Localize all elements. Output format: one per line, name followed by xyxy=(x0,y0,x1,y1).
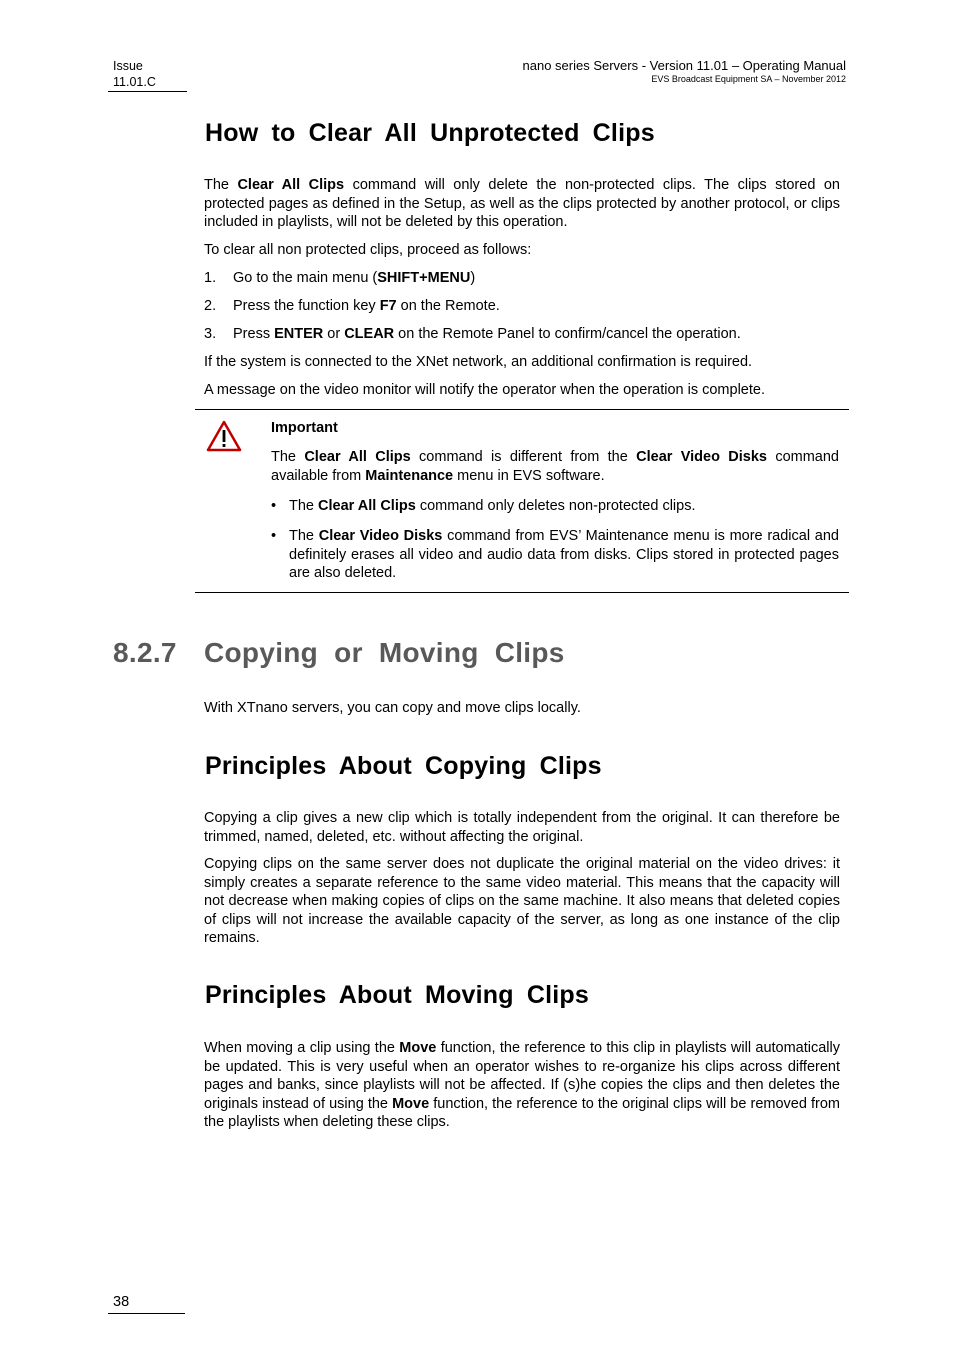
step-1 xyxy=(204,269,844,288)
bold-text: Clear Video Disks xyxy=(318,528,443,544)
important-top-rule xyxy=(195,409,849,410)
copy-intro: With XTnano servers, you can copy and move clips locally. xyxy=(204,700,581,716)
text: function, the reference to the original clips will be removed from the playlists when deleting these clips. xyxy=(204,1095,840,1130)
text: The xyxy=(289,498,319,514)
step-number: 2. xyxy=(204,298,217,314)
important-bullet-2 xyxy=(271,527,839,583)
text: on the Remote Panel to confirm/cancel the operation. xyxy=(394,326,741,342)
bold-text: ENTER xyxy=(274,326,324,342)
important-bullet-1 xyxy=(271,497,839,516)
text: The xyxy=(271,449,305,465)
text: Go to the main menu ( xyxy=(233,270,378,286)
bold-text: Clear All Clips xyxy=(304,449,411,465)
clear-paragraph-1 xyxy=(204,176,840,232)
clear-paragraph-3: If the system is connected to the XNet network, an additional confirmation is required. xyxy=(204,354,753,370)
text: command from EVS’ Maintenance menu is more radical and definitely erases all video and audio data from disks. Clips stored in protected pages are also deleted. xyxy=(289,528,839,581)
bold-text: Clear Video Disks xyxy=(636,449,767,465)
manual-title: nano series Servers - Version 11.01 – Operating Manual xyxy=(522,58,846,73)
page-number: 38 xyxy=(113,1294,130,1310)
important-bottom-rule xyxy=(195,592,849,593)
text: on the Remote. xyxy=(396,298,500,314)
bold-text: Maintenance xyxy=(365,467,454,484)
bold-text: Move xyxy=(392,1095,430,1112)
running-header xyxy=(523,58,847,85)
copy-paragraph-2: Copying clips on the same server does not duplicate the original material on the video drives: it simply creates a separate reference to the same video material. This means that the capacity will not decrease when making copies of clips on the same machine. It also means that deleted copies of clips will not increase the available capacity of the server, as long as one instance of the clip remains. xyxy=(204,856,840,946)
text: function, the reference to this clip in playlists will automatically be updated. This is very useful when an operator wishes to re-organize his clips across different pages and banks, since playlists will not be affected. If (s)he copies the clips and then deletes the originals instead of using the xyxy=(204,1040,841,1112)
move-paragraph xyxy=(204,1039,840,1132)
copy-paragraph-1: Copying a clip gives a new clip which is totally independent from the original. It can therefore be trimmed, named, deleted, etc. without affecting the original. xyxy=(204,810,840,845)
bold-text: Clear All Clips xyxy=(318,498,416,514)
bold-text: Move xyxy=(399,1040,437,1056)
text: Press xyxy=(233,326,275,342)
text: command is different from the xyxy=(410,449,637,465)
step-number: 1. xyxy=(204,270,217,286)
heading-clear-clips: How to Clear All Unprotected Clips xyxy=(205,119,655,147)
text: Press the function key xyxy=(233,298,380,314)
step-2 xyxy=(204,297,844,316)
bold-text: Clear All Clips xyxy=(237,177,345,193)
footer-divider xyxy=(108,1313,185,1314)
important-paragraph xyxy=(271,448,839,485)
step-number: 3. xyxy=(204,326,217,342)
text: The xyxy=(204,177,238,193)
warning-triangle-icon xyxy=(206,420,242,452)
text: command available from xyxy=(271,449,839,484)
heading-moving: Principles About Moving Clips xyxy=(205,981,590,1009)
bold-text: CLEAR xyxy=(344,326,395,342)
text: command only deletes non-protected clips. xyxy=(415,498,696,514)
clear-paragraph-4: A message on the video monitor will notify the operator when the operation is complete. xyxy=(204,382,765,398)
important-title: Important xyxy=(271,420,338,436)
issue-label: Issue xyxy=(113,59,143,73)
issue-value: 11.01.C xyxy=(113,75,156,89)
text: menu in EVS software. xyxy=(453,467,605,484)
bold-text: F7 xyxy=(379,298,397,314)
text: The xyxy=(289,528,319,544)
text: When moving a clip using the xyxy=(204,1040,400,1056)
bullet-icon: • xyxy=(271,528,277,544)
issue-divider xyxy=(108,91,187,92)
chapter-heading xyxy=(113,637,565,669)
chapter-number: 8.2.7 xyxy=(113,637,177,668)
bold-text: SHIFT+MENU xyxy=(377,270,471,286)
heading-copying: Principles About Copying Clips xyxy=(205,752,602,780)
text: ) xyxy=(470,270,476,286)
issue-block xyxy=(113,58,156,90)
text: command will only delete the non-protected clips. The clips stored on protected pages as defined in the Setup, as well as the clips protected by another protocol, or clips included in playlists, will not be deleted by this operation. xyxy=(204,177,840,230)
bullet-icon: • xyxy=(271,498,277,514)
step-3 xyxy=(204,325,844,344)
text: or xyxy=(323,326,345,342)
chapter-title: Copying or Moving Clips xyxy=(204,637,565,668)
clear-paragraph-2: To clear all non protected clips, proceed as follows: xyxy=(204,242,532,258)
manual-subtitle: EVS Broadcast Equipment SA – November 2012 xyxy=(651,74,846,84)
